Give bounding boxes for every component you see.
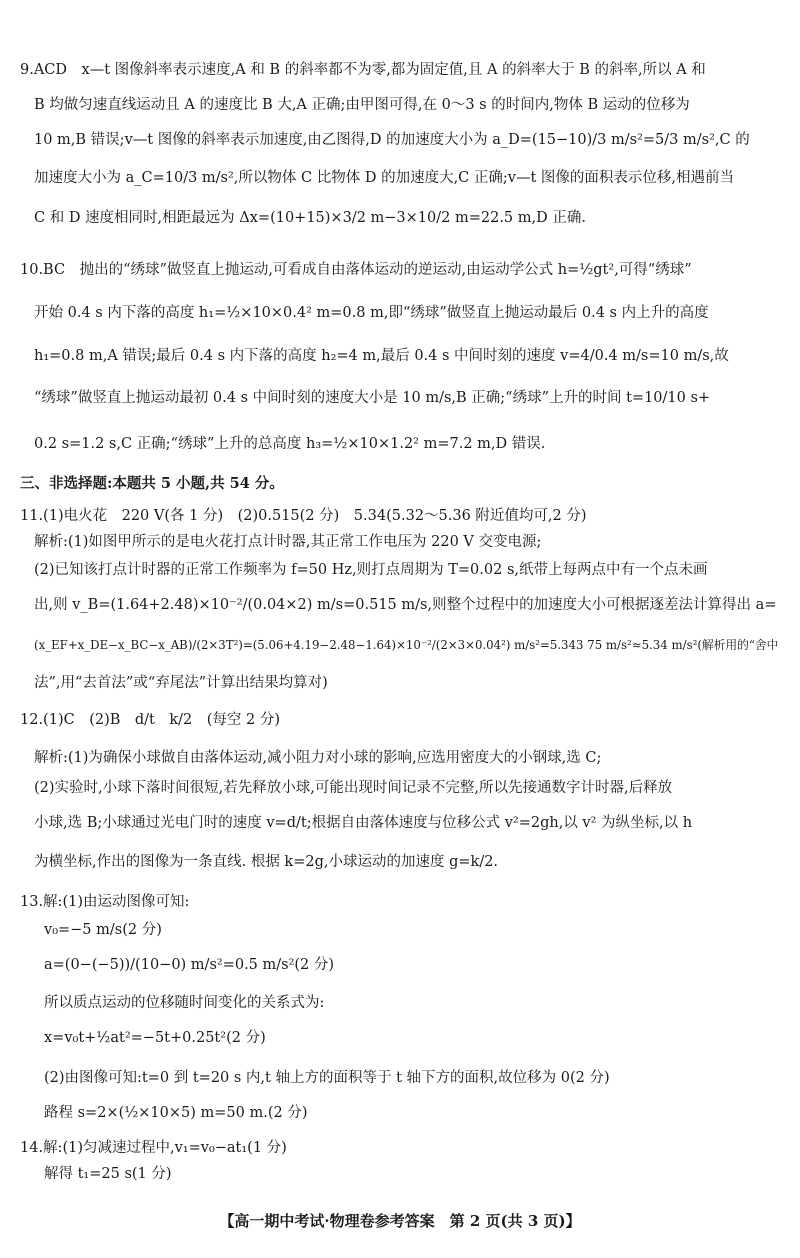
q11-line-4: 出,则 v_B=(1.64+2.48)×10⁻²/(0.04×2) m/s=0.515 m/s,则整个过程中的加速度大小可根据逐差法计算得出 a= <box>34 597 777 613</box>
q10-line-4: “绣球”做竖直上抛运动最初 0.4 s 中间时刻的速度大小是 10 m/s,B 正确;“绣球”上升的时间 t=10/10 s+ <box>34 390 711 406</box>
q9-line-2: B 均做匀速直线运动且 A 的速度比 B 大,A 正确;由甲图可得,在 0～3 s 的时间内,物体 B 运动的位移为 <box>34 97 690 113</box>
q9-line-5: C 和 D 速度相同时,相距最远为 Δx=(10+15)×3/2 m−3×10/2 m=22.5 m,D 正确. <box>34 210 586 226</box>
q11-line-2: 解析:(1)如图甲所示的是电火花打点计时器,其正常工作电压为 220 V 交变电源; <box>34 534 542 550</box>
page-footer: 【高一期中考试·物理卷参考答案 第 2 页(共 3 页)】 <box>219 1212 581 1230</box>
q10-line-2: 开始 0.4 s 内下落的高度 h₁=½×10×0.4² m=0.8 m,即“绣球”做竖直上抛运动最后 0.4 s 内上升的高度 <box>34 305 709 321</box>
q12-line-3: (2)实验时,小球下落时间很短,若先释放小球,可能出现时间记录不完整,所以先接通数字计时器,后释放 <box>34 780 673 796</box>
q10-line-1: 10.BC 抛出的“绣球”做竖直上抛运动,可看成自由落体运动的逆运动,由运动学公式 h=½gt²,可得“绣球” <box>20 262 692 278</box>
q9-line-4: 加速度大小为 a_C=10/3 m/s²,所以物体 C 比物体 D 的加速度大,C 正确;v—t 图像的面积表示位移,相遇前当 <box>34 170 735 186</box>
q13-line-6: (2)由图像可知:t=0 到 t=20 s 内,t 轴上方的面积等于 t 轴下方的面积,故位移为 0(2 分) <box>44 1070 610 1086</box>
q11-line-1: 11.(1)电火花 220 V(各 1 分) (2)0.515(2 分) 5.34(5.32～5.36 附近值均可,2 分) <box>20 508 587 524</box>
q13-line-2: v₀=−5 m/s(2 分) <box>44 922 162 938</box>
q12-line-2: 解析:(1)为确保小球做自由落体运动,减小阻力对小球的影响,应选用密度大的小钢球,选 C; <box>34 750 602 766</box>
q9-line-3: 10 m,B 错误;v—t 图像的斜率表示加速度,由乙图得,D 的加速度大小为 a_D=(15−10)/3 m/s²=5/3 m/s²,C 的 <box>34 132 750 148</box>
q11-line-5: (x_EF+x_DE−x_BC−x_AB)/(2×3T²)=(5.06+4.19−2.48−1.64)×10⁻²/(2×3×0.04²) m/s²=5.343 75 m/s²≈5.34 m/s²(解析用的“舍中 <box>34 638 779 652</box>
q10-line-3: h₁=0.8 m,A 错误;最后 0.4 s 内下落的高度 h₂=4 m,最后 0.4 s 中间时刻的速度 v=4/0.4 m/s=10 m/s,故 <box>34 348 729 364</box>
q14-line-1: 14.解:(1)匀减速过程中,v₁=v₀−at₁(1 分) <box>20 1140 287 1156</box>
q10-line-5: 0.2 s=1.2 s,C 正确;“绣球”上升的总高度 h₃=½×10×1.2² m=7.2 m,D 错误. <box>34 436 546 452</box>
section-heading: 三、非选择题:本题共 5 小题,共 54 分。 <box>20 475 284 492</box>
q13-line-1: 13.解:(1)由运动图像可知: <box>20 894 190 910</box>
q12-line-1: 12.(1)C (2)B d/t k/2 (每空 2 分) <box>20 712 281 728</box>
q13-line-7: 路程 s=2×(½×10×5) m=50 m.(2 分) <box>44 1105 308 1121</box>
q12-line-5: 为横坐标,作出的图像为一条直线. 根据 k=2g,小球运动的加速度 g=k/2. <box>34 854 499 870</box>
q11-line-3: (2)已知该打点计时器的正常工作频率为 f=50 Hz,则打点周期为 T=0.02 s,纸带上每两点中有一个点未画 <box>34 562 708 578</box>
q12-line-4: 小球,选 B;小球通过光电门时的速度 v=d/t;根据自由落体速度与位移公式 v²=2gh,以 v² 为纵坐标,以 h <box>34 815 693 831</box>
q11-line-6: 法”,用“去首法”或“弃尾法”计算出结果均算对) <box>34 675 328 691</box>
q9-line-1: 9.ACD x—t 图像斜率表示速度,A 和 B 的斜率都不为零,都为固定值,且 A 的斜率大于 B 的斜率,所以 A 和 <box>20 62 706 78</box>
q13-line-5: x=v₀t+½at²=−5t+0.25t²(2 分) <box>44 1030 266 1046</box>
q14-line-2: 解得 t₁=25 s(1 分) <box>44 1166 172 1182</box>
q13-line-3: a=(0−(−5))/(10−0) m/s²=0.5 m/s²(2 分) <box>44 957 335 973</box>
q13-line-4: 所以质点运动的位移随时间变化的关系式为: <box>44 995 325 1011</box>
